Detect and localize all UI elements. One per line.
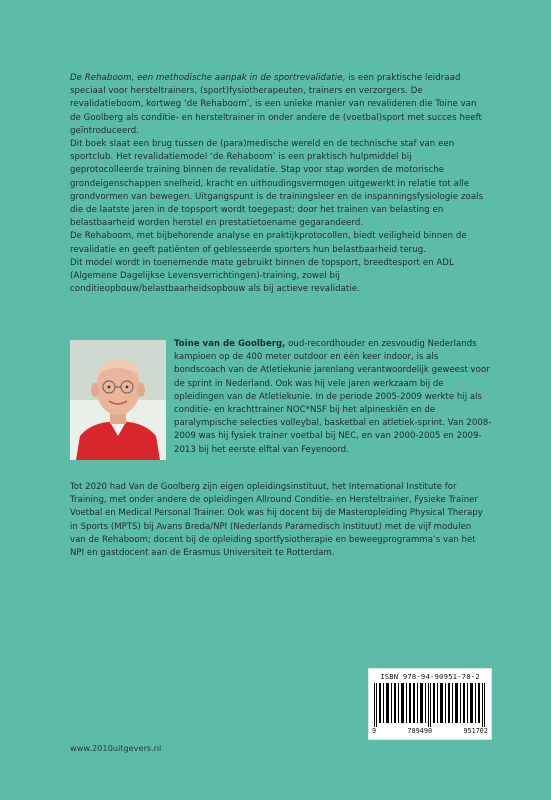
- author-name: Toine van de Goolberg,: [174, 339, 286, 349]
- isbn-barcode: [368, 668, 492, 740]
- author-bio: [174, 338, 492, 457]
- intro-paragraph-3: De Rehaboom, met bijbehorende analyse en praktijkprotocollen, biedt veiligheid binnen de revalidatie en geeft patiënten of geblesseerde sporters hun belastbaarheid terug.: [70, 231, 467, 255]
- author-bio-continued: [70, 481, 488, 560]
- isbn-label: ISBN 978-94-90951-70-2: [380, 672, 480, 681]
- book-title-italic: De Rehaboom, een methodische aanpak in de sportrevalidatie: [70, 73, 343, 83]
- publisher-website: www.2010uitgevers.nl: [70, 743, 162, 753]
- intro-paragraph-2: Dit boek slaat een brug tussen de (para)medische wereld en de technische staf van een sportclub. Het revalidatiemodel ‘de Rehaboom’ is een praktisch hulpmiddel bij geprotocolleerde training binnen de revalidatie. Stap voor stap worden de motorische grondeigenschappen snelheid, kracht en uithoudingsvermogen uitgewerkt in relatie tot alle grondvormen van bewegen. Uitgangspunt is de trainingsleer en de inspanningsfysiologie zoals die de laatste jaren in de topsport wordt toegepast; door het trainen van belasting en belastbaarheid worden herstel en prestatietoename gegarandeerd.: [70, 139, 484, 229]
- author-photo-illustration: [70, 340, 166, 460]
- barcode-bars: [374, 683, 486, 727]
- intro-text: [70, 72, 485, 296]
- intro-paragraph-4: Dit model wordt in toenemende mate gebruikt binnen de topsport, breedtesport en ADL (Algemene Dagelijkse Levensverrichtingen)-training, zowel bij conditieopbouw/belastbaarheidsopbouw als bij actieve revalidatie.: [70, 257, 454, 295]
- barcode-digits: 9 789490 951702: [372, 727, 488, 735]
- author-bio-paragraph: Toine van de Goolberg, oud-recordhouder en zesvoudig Nederlands kampioen op de 400 meter outdoor en één keer indoor, is als bondscoach van de Atletiekunie jarenlang verantwoordelijk geweest voor de sprint in Nederland. Ook was hij vele jaren werkzaam bij de opleidingen van de Atletiekunie. In de periode 2005-2009 werkte hij als conditie- en krachttrainer NOC*NSF bij het alpineskiën en de paralympische selecties volleybal, basketbal en atletiek-sprint. Van 2008-2009 was hij fysiek trainer voetbal bij NEC, en van 2000-2005 en 2009-2013 bij het eerste elftal van Feyenoord.: [174, 339, 492, 455]
- author-bio-paragraph-2: Tot 2020 had Van de Goolberg zijn eigen opleidingsinstituut, het International Institute for Training, met onder andere de opleidingen Allround Conditie- en Hersteltrainer, Fysieke Trainer Voetbal en Medical Personal Trainer. Ook was hij docent bij de Masteropleiding Physical Therapy in Sports (MPTS) bij Avans Breda/NPI (Nederlands Paramedisch Instituut) met de vijf modulen van de Rehaboom; docent bij de opleiding sportfysiotherapie en beweegprogramma’s van het NPI en gastdocent aan de Erasmus Universiteit te Rotterdam.: [70, 482, 483, 559]
- author-portrait: [70, 340, 166, 460]
- intro-paragraph-1: De Rehaboom, een methodische aanpak in de sportrevalidatie, is een praktische leidraad speciaal voor hersteltrainers, (sport)fysiotherapeuten, trainers en verzorgers. De revalidatieboom, kortweg ‘de Rehaboom’, is een unieke manier van revalideren die Toine van de Goolberg als conditie- en hersteltrainer in onder andere de (voetbal)sport met succes heeft geïntroduceerd.: [70, 73, 482, 136]
